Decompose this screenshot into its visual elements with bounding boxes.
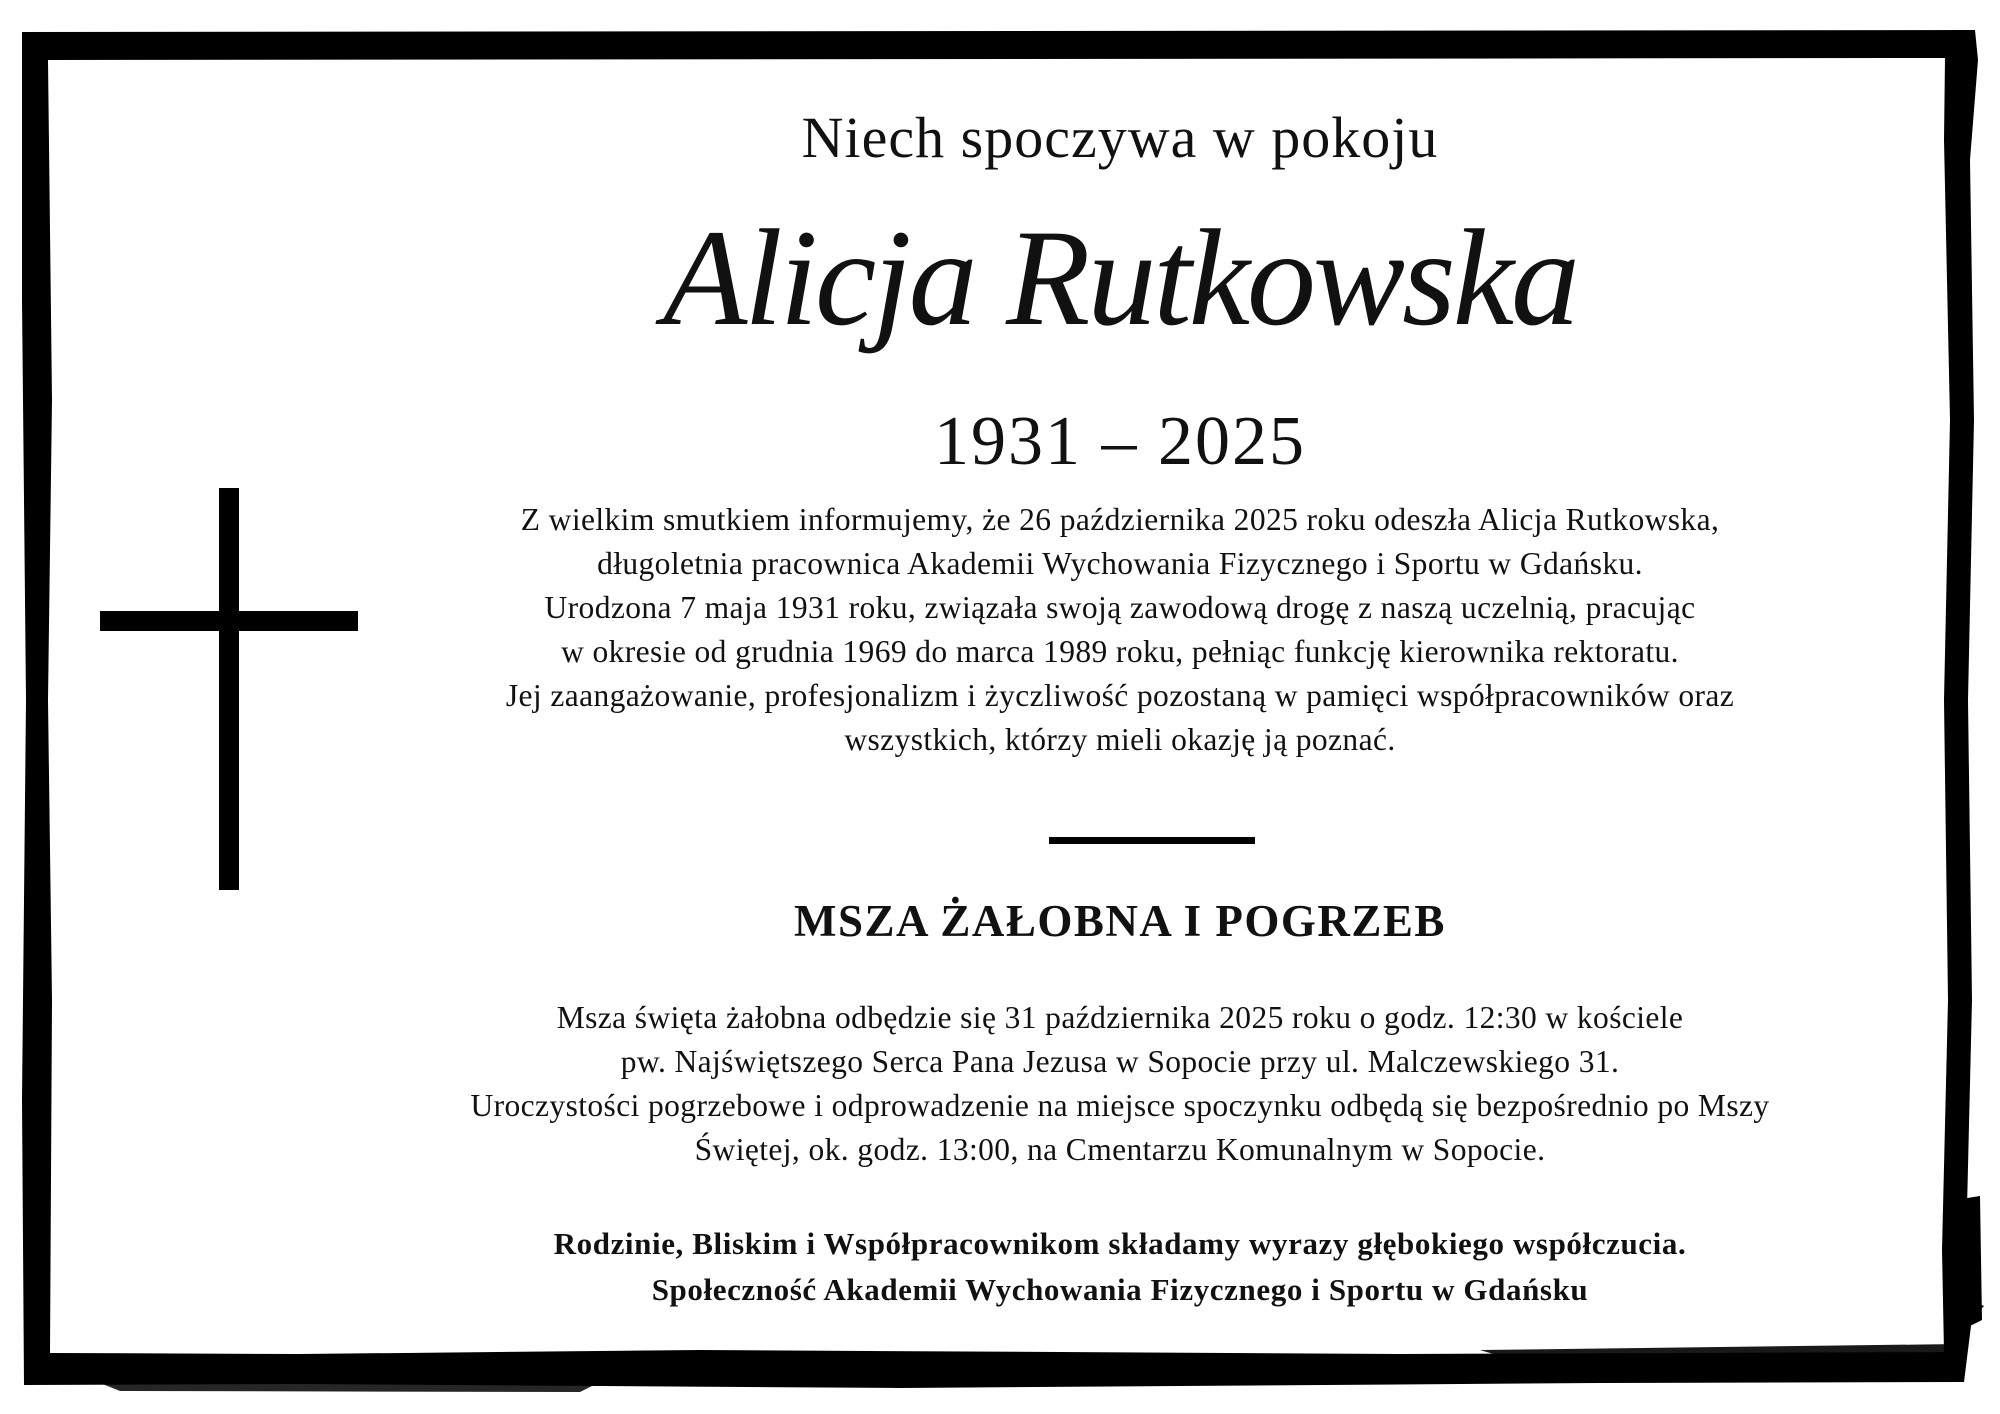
latin-cross-icon — [100, 488, 358, 890]
ceremony-line: Msza święta żałobna odbędzie się 31 października 2025 roku o godz. 12:30 w kościele — [556, 1000, 1684, 1035]
announcement-line: Jej zaangażowanie, profesjonalizm i życzliwość pozostaną w pamięci współpracowników oraz — [505, 678, 1735, 713]
life-years: 1931 – 2025 — [934, 403, 1306, 480]
announcement-line: długoletnia pracownica Akademii Wychowania Fizycznego i Sportu w Gdańsku. — [597, 546, 1643, 581]
condolence-line: Rodzinie, Bliskim i Współpracownikom składamy wyrazy głębokiego współczucia. — [553, 1226, 1687, 1261]
announcement-line: w okresie od grudnia 1969 do marca 1989 roku, pełniąc funkcję kierownika rektoratu. — [561, 634, 1679, 669]
ceremony-paragraph — [360, 996, 1880, 1172]
announcement-line: Z wielkim smutkiem informujemy, że 26 października 2025 roku odeszła Alicja Rutkowska, — [520, 502, 1720, 537]
ceremony-line: Uroczystości pogrzebowe i odprowadzenie na miejsce spoczynku odbędą się bezpośrednio po Mszy — [470, 1088, 1770, 1123]
condolence-closing — [360, 1221, 1880, 1313]
announcement-paragraph — [360, 498, 1880, 762]
signature-line: Społeczność Akademii Wychowania Fizycznego i Sportu w Gdańsku — [651, 1272, 1589, 1307]
ceremony-line: pw. Najświętszego Serca Pana Jezusa w Sopocie przy ul. Malczewskiego 31. — [620, 1044, 1620, 1079]
announcement-line: wszystkich, którzy mieli okazję ją poznać. — [844, 722, 1396, 757]
deceased-name: Alicja Rutkowska — [663, 201, 1577, 354]
greeting-heading: Niech spoczywa w pokoju — [801, 105, 1439, 170]
announcement-line: Urodzona 7 maja 1931 roku, związała swoją zawodową drogę z naszą uczelnią, pracując — [544, 590, 1696, 625]
ceremony-line: Świętej, ok. godz. 13:00, na Cmentarzu Komunalnym w Sopocie. — [694, 1132, 1546, 1167]
section-divider — [1049, 837, 1255, 844]
section-title: MSZA ŻAŁOBNA I POGRZEB — [794, 896, 1446, 946]
